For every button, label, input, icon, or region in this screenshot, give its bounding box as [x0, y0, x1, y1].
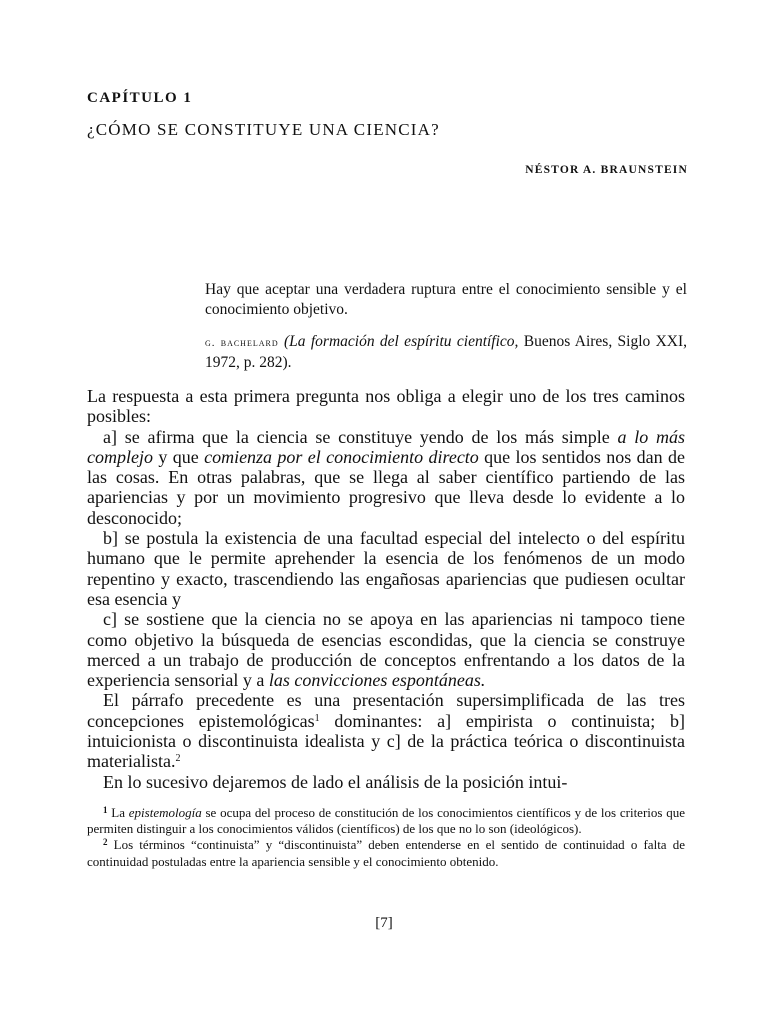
epigraph-quote: Hay que aceptar una verdadera ruptura entre el conocimiento sensible y el conocimiento objetivo. [205, 281, 687, 318]
p2-text-c: y que [152, 446, 205, 467]
fn1-term: epistemología [128, 805, 202, 820]
citation-author: g. bachelard [205, 337, 279, 349]
footnote-ref-2: 2 [175, 753, 181, 765]
p5-text-a: El párrafo precedente es una presentación supersimplificada de las tres concepciones epistemológicas [87, 690, 685, 731]
p5-text-b: dominantes: a] empirista o continuista; b] intuicionista o discontinuista idealista y c] de la práctica teórica o discontinuista materialista. [87, 710, 685, 772]
paragraph-5 [87, 690, 685, 771]
paragraph-2 [87, 427, 685, 528]
p4-text-a: c] se sostiene que la ciencia no se apoya en las apariencias ni tampoco tiene como objetivo la búsqueda de esencias escondidas, que la ciencia se construye merced a un trabajo de producción de conceptos enfrentando a los datos de la experiencia sensorial y a [87, 609, 685, 691]
fn2-text: Los términos “continuista” y “discontinuista” deben entenderse en el sentido de continuidad o falta de continuidad postuladas entre la apariencia sensible y el conocimiento obtenido. [87, 837, 685, 869]
footnotes [87, 805, 685, 870]
footnote-1-mark: 1 [103, 805, 108, 815]
paragraph-6: En lo sucesivo dejaremos de lado el análisis de la posición intui- [103, 771, 568, 792]
chapter-label: CAPÍTULO 1 [87, 90, 193, 106]
fn1-text-a: La [107, 805, 129, 820]
body-text [87, 386, 685, 792]
fn1-text-b: se ocupa del proceso de constitución de los conocimientos científicos y de los criterios que permiten distinguir a los conocimientos válidos (científicos) de los que no lo son (ideológicos). [87, 805, 685, 837]
p2-emphasis-b: comienza por el conocimiento directo [204, 446, 479, 467]
footnote-2 [87, 837, 685, 869]
footnote-ref-1: 1 [314, 712, 320, 724]
epigraph-citation [205, 332, 687, 373]
citation-publication: Buenos Aires, Siglo XXI, 1972, p. 282). [205, 333, 688, 371]
citation-open: ( [283, 333, 290, 350]
chapter-title: ¿CÓMO SE CONSTITUYE UNA CIENCIA? [87, 120, 440, 139]
paragraph-4 [87, 609, 685, 690]
p2-text-e: que los sentidos nos dan de las cosas. En otras palabras, que se llega al saber científico partiendo de las apariencias y por un movimiento progresivo que lleva desde lo evidente a lo desconocido; [87, 446, 685, 528]
footnote-1 [87, 805, 685, 837]
paragraph-3: b] se postula la existencia de una facultad especial del intelecto o del espíritu humano que le permite aprehender la esencia de los fenómenos de un modo repentino y exacto, trascendiendo las engañosas apariencias que pudiesen ocultar esa esencia y [87, 528, 685, 609]
footnote-2-mark: 2 [103, 837, 108, 848]
page-number: [7] [375, 915, 393, 931]
epigraph [205, 280, 687, 373]
p4-emphasis: las convicciones espontáneas. [268, 670, 486, 691]
paragraph-1: La respuesta a esta primera pregunta nos obliga a elegir uno de los tres caminos posibles: [87, 386, 685, 427]
p2-emphasis-a: a lo más complejo [87, 426, 685, 467]
citation-work: La formación del espíritu científico, [289, 333, 519, 350]
p2-text-a: a] se afirma que la ciencia se constituye yendo de los más simple [103, 426, 618, 447]
author-name: NÉSTOR A. BRAUNSTEIN [525, 164, 688, 176]
